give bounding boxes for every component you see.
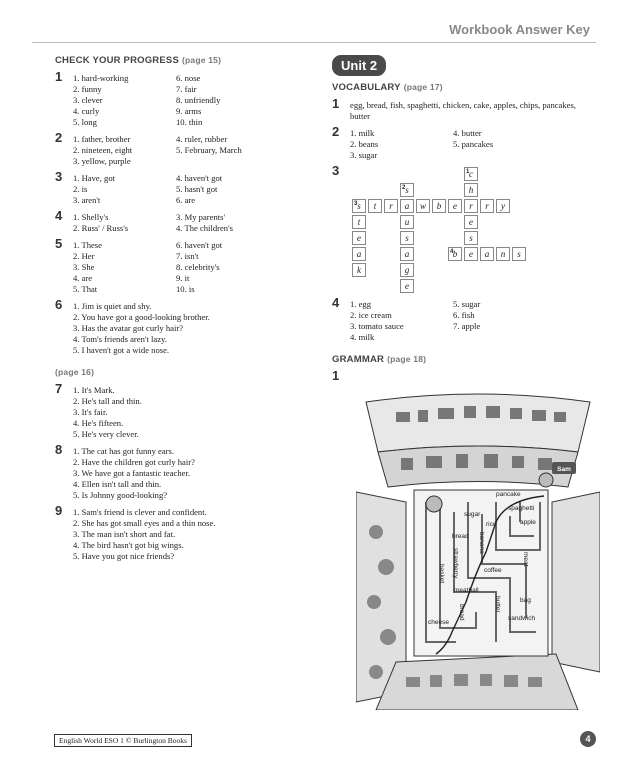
page-number: 4 (580, 731, 596, 747)
answer-item: 3. aren't (73, 195, 101, 205)
right-column (332, 55, 602, 383)
answer-item: 7. fair (176, 84, 197, 94)
crossword-clue-number: 3 (354, 201, 358, 207)
exercise-number: 6 (55, 297, 63, 312)
answer-item: 1. It's Mark. (73, 385, 115, 395)
crossword-clue-number: 4 (450, 249, 454, 255)
crossword-cell: s (400, 231, 414, 245)
answers-col-2 (176, 134, 310, 167)
maze-label-spaghetti: spaghetti (508, 505, 535, 512)
crossword-clue-number: 2 (402, 185, 406, 191)
answers-list (73, 385, 310, 440)
header-rule (32, 42, 596, 43)
maze-label-butter: butter (494, 596, 501, 613)
crossword-cell: u (400, 215, 414, 229)
maze-label-apple: apple (520, 519, 536, 526)
vocabulary-title (332, 82, 602, 93)
answer-item: 4. curly (73, 106, 100, 116)
answer-item: 9. it (176, 273, 190, 283)
grammar-page: (page 18) (387, 354, 427, 364)
supermarket-maze-illustration (356, 392, 600, 710)
crossword-cell: g (400, 263, 414, 277)
answer-item: 4. butter (453, 128, 482, 138)
exercise-7 (55, 381, 310, 440)
answers-col-2 (176, 240, 310, 295)
answer-item: 3. Has the avatar got curly hair? (73, 323, 184, 333)
page16-title (55, 367, 310, 378)
exercise-3 (55, 169, 310, 206)
crossword-clue-number: 1 (466, 169, 470, 175)
answer-item: 8. celebrity's (176, 262, 220, 272)
answer-item: 3. yellow, purple (73, 156, 131, 166)
answer-item: 5. Have you got nice friends? (73, 551, 175, 561)
answer-item: 2. She has got small eyes and a thin nose. (73, 518, 216, 528)
maze-label-bread: bread (452, 533, 469, 540)
answer-item: 4. The children's (176, 223, 233, 233)
answers-col-1 (73, 212, 176, 234)
exercise-number: 1 (332, 96, 340, 111)
crossword-cell: 4 b (448, 247, 462, 261)
crossword-cell: r (480, 199, 494, 213)
answers-col-2 (453, 299, 602, 343)
crossword-cell: e (448, 199, 462, 213)
check-progress-page: (page 15) (181, 55, 222, 65)
vocab-exercise-4 (332, 295, 602, 343)
answer-item: 2. He's tall and thin. (73, 396, 142, 406)
crossword-grid (332, 163, 592, 291)
answers-col-1 (350, 299, 453, 343)
maze-label-cheese: cheese (428, 619, 449, 626)
answer-item: 5. He's very clever. (73, 429, 139, 439)
answer-item: 6. are (176, 195, 196, 205)
answer-item: 2. You have got a good-looking brother. (73, 312, 210, 322)
check-progress-label: CHECK YOUR PROGRESS (55, 55, 179, 66)
answer-item: 1. Shelly's (73, 212, 109, 222)
crossword-cell: r (464, 199, 478, 213)
vocab-answer-text: egg, bread, fish, spaghetti, chicken, cake, apples, chips, pancakes, butter (350, 100, 576, 121)
crossword-cell: 3 s (352, 199, 366, 213)
answer-item: 3. sugar (350, 150, 378, 160)
crossword-cell: t (352, 215, 366, 229)
answer-item: 1. milk (350, 128, 375, 138)
exercise-4 (55, 208, 310, 234)
crossword-cell: s (512, 247, 526, 261)
answers-col-1 (73, 173, 176, 206)
answers-list (73, 301, 310, 356)
answers-list (73, 446, 310, 501)
vocabulary-page: (page 17) (403, 82, 443, 92)
maze-label-pancake: pancake (496, 491, 521, 498)
crossword-cell: 1 c (464, 167, 478, 181)
maze-label-coffee: coffee (484, 567, 502, 574)
exercise-9 (55, 503, 310, 562)
maze-label-rice: rice (486, 521, 497, 528)
exercise-number: 3 (55, 169, 63, 184)
answer-item: 5. Is Johnny good-looking? (73, 490, 168, 500)
crossword-cell: a (480, 247, 494, 261)
exercise-1 (55, 69, 310, 128)
exercise-8 (55, 442, 310, 501)
answer-item: 3. My parents' (176, 212, 226, 222)
answer-item: 5. long (73, 117, 97, 127)
crossword-cell: 2 s (400, 183, 414, 197)
crossword-cell: y (496, 199, 510, 213)
crossword-cell: h (464, 183, 478, 197)
answer-item: 3. It's fair. (73, 407, 108, 417)
answer-item: 4. haven't got (176, 173, 223, 183)
maze-label-bread-2: bread (458, 604, 465, 621)
crossword-cell: e (464, 247, 478, 261)
exercise-6 (55, 297, 310, 356)
crossword-cell: k (352, 263, 366, 277)
answer-item: 6. fish (453, 310, 475, 320)
answers-col-1 (73, 134, 176, 167)
grammar-label: GRAMMAR (332, 354, 385, 365)
answer-item: 5. February, March (176, 145, 242, 155)
vocabulary-label: VOCABULARY (332, 82, 401, 93)
answer-item: 4. The bird hasn't got big wings. (73, 540, 184, 550)
answer-item: 3. We have got a fantastic teacher. (73, 468, 191, 478)
exercise-number: 3 (332, 163, 340, 178)
answer-item: 2. Russ' / Russ's (73, 223, 129, 233)
maze-label-bag: bag (520, 597, 531, 604)
answers-col-2 (453, 128, 602, 161)
exercise-2 (55, 130, 310, 167)
answer-item: 4. Tom's friends aren't lazy. (73, 334, 167, 344)
answer-item: 7. isn't (176, 251, 199, 261)
crossword-cell: r (384, 199, 398, 213)
answer-item: 2. is (73, 184, 88, 194)
unit-badge: Unit 2 (332, 55, 386, 76)
exercise-number: 4 (332, 295, 340, 310)
maze-label-meatball: meatball (454, 587, 479, 594)
maze-label-sandwich: sandwich (508, 615, 536, 622)
maze-label-basket: basket (438, 564, 445, 584)
answers-list (73, 507, 310, 562)
answer-item: 1. The cat has got funny ears. (73, 446, 175, 456)
crossword-cell: t (368, 199, 382, 213)
answers-col-1 (73, 240, 176, 295)
answers-col-2 (176, 212, 310, 234)
maze-label-banana: banana (478, 532, 485, 554)
answer-item: 5. pancakes (453, 139, 494, 149)
answer-item: 2. Have the children got curly hair? (73, 457, 195, 467)
answer-item: 2. nineteen, eight (73, 145, 133, 155)
answer-item: 6. nose (176, 73, 201, 83)
exercise-number: 4 (55, 208, 63, 223)
answer-item: 1. father, brother (73, 134, 131, 144)
maze-label-meat: meat (522, 552, 529, 567)
exercise-number: 1 (55, 69, 63, 84)
answer-item: 3. clever (73, 95, 103, 105)
crossword-cell: s (464, 231, 478, 245)
answer-item: 1. hard-working (73, 73, 129, 83)
answer-item: 3. tomato sauce (350, 321, 404, 331)
maze-label-sam: Sam (557, 466, 571, 473)
grammar-title (332, 354, 602, 365)
vocab-exercise-3 (332, 163, 602, 291)
crossword-cell: a (400, 199, 414, 213)
answer-item: 5. sugar (453, 299, 481, 309)
answer-item: 4. milk (350, 332, 375, 342)
answer-item: 10. is (176, 284, 195, 294)
answer-item: 1. egg (350, 299, 372, 309)
answer-item: 4. are (73, 273, 93, 283)
crossword-cell: a (400, 247, 414, 261)
left-column (55, 55, 310, 562)
exercise-number: 2 (55, 130, 63, 145)
maze-label-strawberry: strawberry (452, 548, 459, 579)
answer-item: 2. ice cream (350, 310, 392, 320)
answer-item: 2. Her (73, 251, 95, 261)
answer-item: 5. I haven't got a wide nose. (73, 345, 170, 355)
answers-col-1 (350, 128, 453, 161)
crossword-cell: n (496, 247, 510, 261)
page16-label: (page 16) (55, 367, 95, 377)
crossword-cell: w (416, 199, 430, 213)
answers-col-2 (176, 173, 310, 206)
answer-item: 3. She (73, 262, 95, 272)
answer-item: 7. apple (453, 321, 481, 331)
crossword-cell: b (432, 199, 446, 213)
vocab-exercise-1 (332, 96, 602, 122)
crossword-cell: e (352, 231, 366, 245)
crossword-cell: a (352, 247, 366, 261)
answer-item: 8. unfriendly (176, 95, 221, 105)
exercise-number: 9 (55, 503, 63, 518)
answer-item: 4. ruler, rubber (176, 134, 228, 144)
exercise-number: 5 (55, 236, 63, 251)
vocab-exercise-2 (332, 124, 602, 161)
crossword-cell: e (400, 279, 414, 293)
answer-item: 6. haven't got (176, 240, 223, 250)
answer-item: 1. Sam's friend is clever and confident. (73, 507, 207, 517)
exercise-number: 8 (55, 442, 63, 457)
answers-col-2 (176, 73, 310, 128)
answer-item: 1. Jim is quiet and shy. (73, 301, 152, 311)
exercise-number: 2 (332, 124, 340, 139)
answer-item: 5. hasn't got (176, 184, 218, 194)
page-header-title: Workbook Answer Key (449, 22, 590, 37)
crossword-cell: e (464, 215, 478, 229)
footer-copyright: English World ESO 1 © Burlington Books (54, 734, 192, 747)
answer-item: 4. He's fifteen. (73, 418, 124, 428)
answers-col-1 (73, 73, 176, 128)
check-progress-title (55, 55, 310, 66)
answer-item: 3. The man isn't short and fat. (73, 529, 176, 539)
answer-item: 4. Ellen isn't tall and thin. (73, 479, 162, 489)
maze-label-sugar: sugar (464, 511, 481, 518)
answer-item: 1. These (73, 240, 102, 250)
exercise-5 (55, 236, 310, 295)
answer-item: 2. funny (73, 84, 102, 94)
answer-item: 1. Have, got (73, 173, 116, 183)
exercise-number: 7 (55, 381, 63, 396)
exercise-number: 1 (332, 368, 340, 383)
answer-item: 2. beans (350, 139, 379, 149)
answer-item: 10. thin (176, 117, 203, 127)
answer-item: 5. That (73, 284, 98, 294)
answer-item: 9. arms (176, 106, 202, 116)
